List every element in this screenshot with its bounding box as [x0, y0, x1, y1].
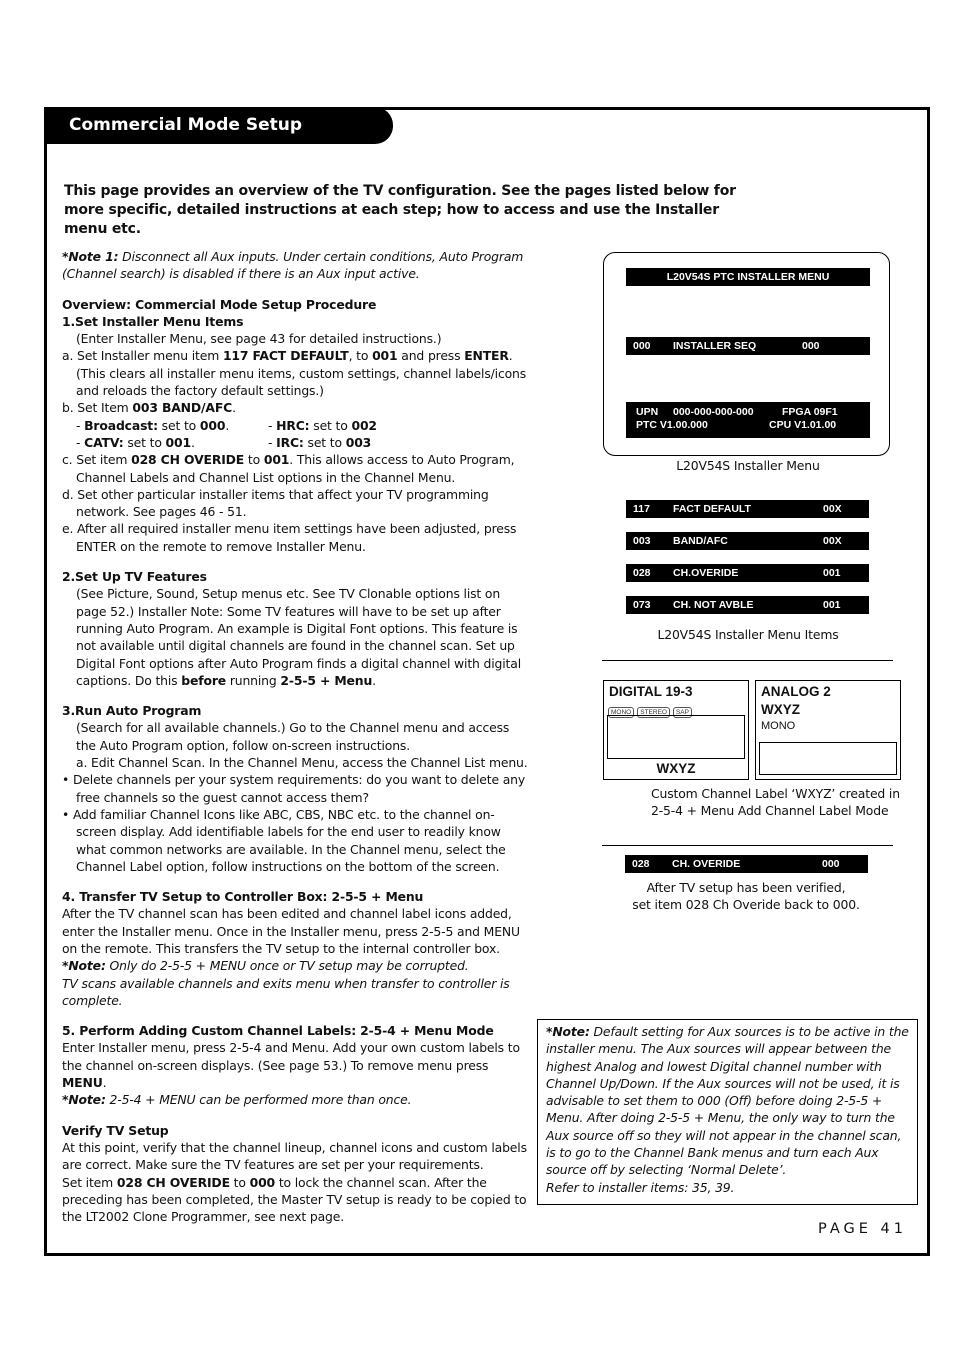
- step-1-e: e. After all required installer menu item settings have been adjusted, press ENTER on the remote to remove Installer Menu.: [62, 521, 517, 554]
- step-2-text: (See Picture, Sound, Setup menus etc. See TV Clonable options list on page 52.) Installer Note: Some TV features will have to be set up after running Auto Program. An example is Digital Font options. This feature is not available until digital channels are found in the channel scan. Set up Digital Font options after Auto Program finds a digital channel with digital captions. Do this before running 2-5-5 + Menu.: [76, 586, 521, 688]
- aux-note-ref: Refer to installer items: 35, 39.: [546, 1179, 735, 1195]
- step-1-d: d. Set other particular installer items that affect your TV programming network. See pages 46 - 51.: [62, 486, 489, 520]
- analog-channel-label: WXYZ: [761, 702, 800, 717]
- step-4-note-2: TV scans available channels and exits menu when transfer to controller is complete.: [62, 975, 510, 1008]
- step-3-heading: 3.Run Auto Program: [62, 703, 202, 719]
- item-ch-overide-reset: 028 CH. OVERIDE 000: [625, 855, 868, 873]
- verify-heading: Verify TV Setup: [62, 1122, 169, 1138]
- step-3-a: a. Edit Channel Scan. In the Channel Menu, access the Channel List menu.: [76, 755, 528, 771]
- page-title: Commercial Mode Setup: [44, 107, 393, 144]
- band-row-1: - Broadcast: set to 000. - HRC: set to 002: [76, 417, 377, 433]
- left-column: [62, 248, 528, 1225]
- divider: [602, 660, 893, 661]
- step-3-bullet-2: • Add familiar Channel Icons like ABC, CBS, NBC etc. to the channel on-screen display. Add identifiable labels for the end user to readily know what common networks are available. In the Channel menu, select the Channel Label option, follow instructions on the bottom of the screen.: [62, 806, 506, 874]
- step-1-line: (Enter Installer Menu, see page 43 for detailed instructions.): [76, 331, 442, 347]
- step-2-heading: 2.Set Up TV Features: [62, 569, 207, 585]
- band-row-2: - CATV: set to 001. - IRC: set to 003: [76, 434, 372, 450]
- note-1: *Note 1: Disconnect all Aux inputs. Under certain conditions, Auto Program (Channel search) is disabled if there is an Aux input active.: [62, 249, 524, 282]
- tag-stereo: STEREO: [637, 707, 670, 718]
- intro-text: This page provides an overview of the TV configuration. See the pages listed below for more specific, detailed instructions at each step; how to access and use the Installer menu etc.: [64, 183, 736, 237]
- divider-2: [602, 845, 893, 846]
- step-3-bullet-1: • Delete channels per your system requirements: do you want to delete any free channels so the guest cannot access them?: [62, 772, 526, 805]
- installer-menu-screen: [603, 252, 890, 456]
- step-1-a: a. Set Installer menu item 117 FACT DEFAULT, to 001 and press ENTER.: [62, 348, 513, 364]
- analog-sound-mode: MONO: [761, 720, 796, 732]
- aux-note: *Note: Default setting for Aux sources is to be active in the installer menu. The Aux sources will appear between the highest Analog and lowest Digital channel number with Channel Up/Down. If the Aux sources will not be used, it is advisable to set them to 000 (Off) before doing 2-5-5 + Menu. After doing 2-5-5 + Menu, the only way to turn the Aux source off so they will not appear in the channel scan, is to go to the Channel Bank menus and turn each Aux source off by selecting ‘Normal Delete’.: [546, 1024, 909, 1178]
- item-fact-default: 117 FACT DEFAULT 00X: [626, 500, 869, 518]
- item-ch-not-avble: 073 CH. NOT AVBLE 001: [626, 596, 869, 614]
- digital-channel-display: [603, 680, 749, 780]
- page-number: PAGE 41: [818, 1221, 907, 1237]
- step-4-heading: 4. Transfer TV Setup to Controller Box: 2-5-5 + Menu: [62, 889, 424, 905]
- item-band-afc: 003 BAND/AFC 00X: [626, 532, 869, 550]
- step-3-text: (Search for all available channels.) Go to the Channel menu and access the Auto Program option, follow on-screen instructions.: [76, 720, 510, 753]
- step-1-a-note: (This clears all installer menu items, custom settings, channel labels/icons and reloads the factory default settings.): [76, 365, 527, 399]
- overview-heading: Overview: Commercial Mode Setup Procedure: [62, 296, 377, 312]
- step-5-heading: 5. Perform Adding Custom Channel Labels: 2-5-4 + Menu Mode: [62, 1023, 494, 1039]
- installer-seq-row: 000 INSTALLER SEQ 000: [626, 337, 870, 355]
- digital-label-area: [607, 715, 745, 759]
- item-ch-overide: 028 CH.OVERIDE 001: [626, 564, 869, 582]
- items-caption: L20V54S Installer Menu Items: [657, 627, 839, 642]
- installer-menu-caption: L20V54S Installer Menu: [676, 458, 820, 473]
- tag-sap: SAP: [673, 707, 692, 718]
- tag-mono: MONO: [608, 707, 634, 718]
- step-4-note: *Note: Only do 2-5-5 + MENU once or TV setup may be corrupted.: [62, 958, 469, 974]
- step-5-text: Enter Installer menu, press 2-5-4 and Menu. Add your own custom labels to the channel on-screen displays. (See page 53.) To remove menu press MENU.: [62, 1040, 520, 1091]
- step-1-heading: 1.Set Installer Menu Items: [62, 313, 244, 329]
- overide-caption: After TV setup has been verified, set item 028 Ch Overide back to 000.: [632, 880, 860, 912]
- step-1-b: b. Set Item 003 BAND/AFC.: [62, 400, 236, 416]
- verify-text-2: Set item 028 CH OVERIDE to 000 to lock the channel scan. After the preceding has been completed, the Master TV setup is ready to be copied to the LT2002 Clone Programmer, see next page.: [62, 1174, 527, 1225]
- installer-menu-title: L20V54S PTC INSTALLER MENU: [626, 268, 870, 286]
- analog-channel-title: ANALOG 2: [761, 684, 831, 699]
- verify-text: At this point, verify that the channel lineup, channel icons and custom labels are correct. Make sure the TV features are set per your requirements.: [62, 1139, 527, 1173]
- custom-label-caption: Custom Channel Label ‘WXYZ’ created in 2-5-4 + Menu Add Channel Label Mode: [651, 786, 900, 818]
- analog-label-area: [759, 742, 897, 775]
- step-4-text: After the TV channel scan has been edited and channel label icons added, enter the Installer menu. Once in the Installer menu, press 2-5-5 and MENU on the remote. This transfers the TV setup to the internal controller box.: [62, 906, 520, 956]
- aux-note-box: [537, 1019, 918, 1205]
- analog-channel-display: [755, 680, 901, 780]
- step-5-note: *Note: 2-5-4 + MENU can be performed more than once.: [62, 1092, 412, 1108]
- step-1-c: c. Set item 028 CH OVERIDE to 001. This allows access to Auto Program, Channel Labels and Channel List options in the Channel Menu.: [62, 452, 515, 485]
- digital-channel-title: DIGITAL 19-3: [609, 684, 693, 699]
- digital-channel-label: WXYZ: [656, 761, 696, 776]
- version-info: UPN 000-000-000-000 FPGA 09F1 PTC V1.00.000 CPU V1.01.00: [626, 402, 870, 438]
